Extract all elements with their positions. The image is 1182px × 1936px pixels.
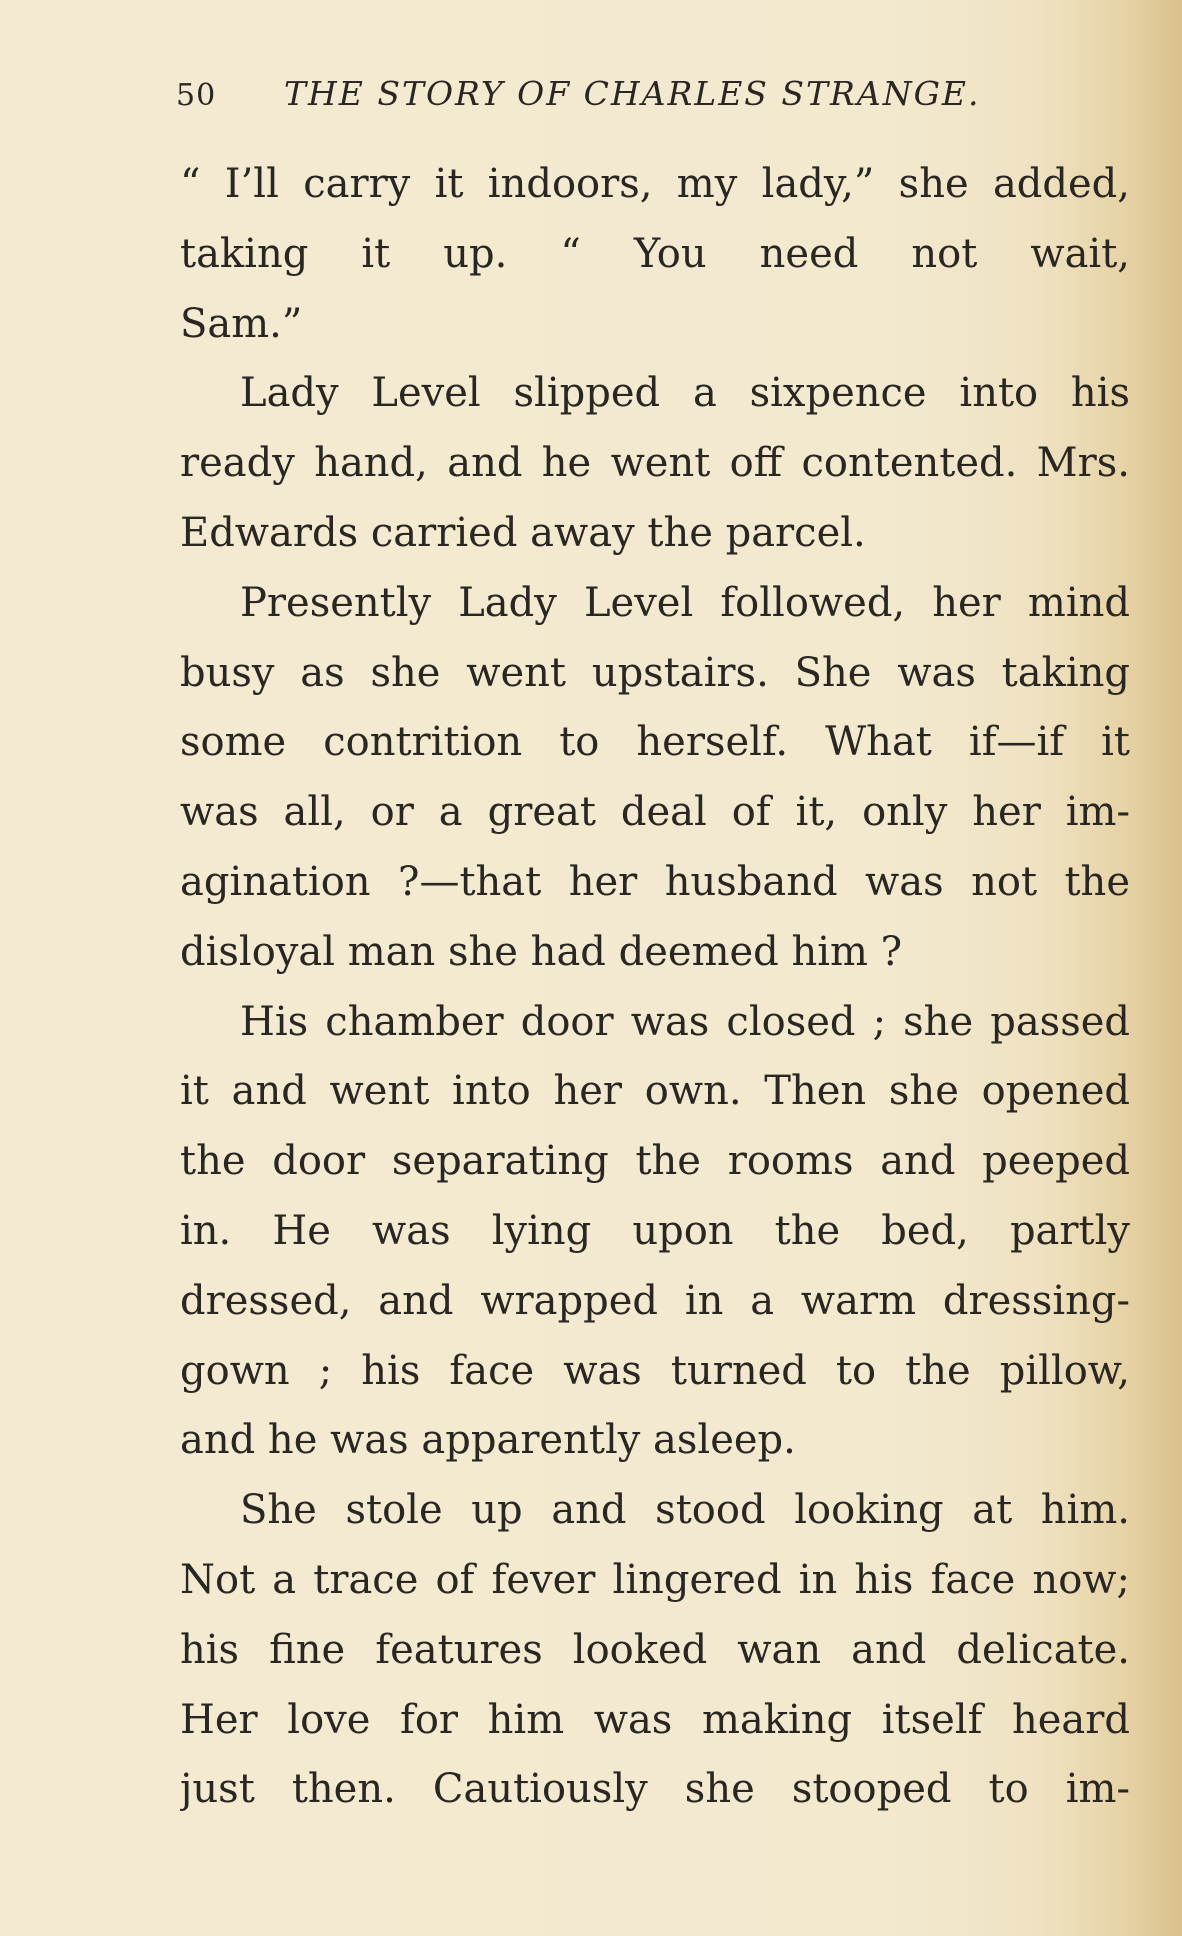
page-number: 50 (176, 78, 217, 113)
text-line: Sam.” (180, 300, 303, 347)
text-line: Her love for him was making itself heard (180, 1696, 1130, 1743)
text-line: taking it up. “ You need not wait, (180, 230, 1130, 277)
text-line: his fine features looked wan and delicate. (180, 1626, 1130, 1673)
text-line: busy as she went upstairs. She was taking (180, 649, 1130, 696)
text-line: Not a trace of fever lingered in his face now; (180, 1556, 1130, 1603)
text-line: some contrition to herself. What if—if it (180, 719, 1130, 766)
running-title: THE STORY OF CHARLES STRANGE. (284, 74, 981, 113)
text-line: the door separating the rooms and peeped (180, 1138, 1130, 1185)
text-line: ready hand, and he went off contented. Mrs. (180, 440, 1130, 487)
text-line: agination ?—that her husband was not the (180, 858, 1130, 905)
text-line: was all, or a great deal of it, only her im- (180, 789, 1130, 836)
text-line: His chamber door was closed ; she passed (240, 998, 1130, 1045)
text-line: and he was apparently asleep. (180, 1417, 796, 1464)
text-line: Presently Lady Level followed, her mind (240, 579, 1130, 626)
text-line: disloyal man she had deemed him ? (180, 928, 903, 975)
text-line: She stole up and stood looking at him. (240, 1487, 1130, 1534)
text-line: Edwards carried away the parcel. (180, 509, 866, 556)
text-line: Lady Level slipped a sixpence into his (240, 370, 1130, 417)
page-header (176, 70, 1036, 120)
text-line: in. He was lying upon the bed, partly (180, 1207, 1130, 1254)
text-line: gown ; his face was turned to the pillow, (180, 1347, 1130, 1394)
text-line: just then. Cautiously she stooped to im- (180, 1766, 1130, 1813)
text-line: “ I’ll carry it indoors, my lady,” she added, (180, 161, 1130, 207)
text-line: dressed, and wrapped in a warm dressing- (180, 1277, 1130, 1324)
text-line: it and went into her own. Then she opened (180, 1068, 1130, 1115)
body-text (180, 150, 1130, 1825)
